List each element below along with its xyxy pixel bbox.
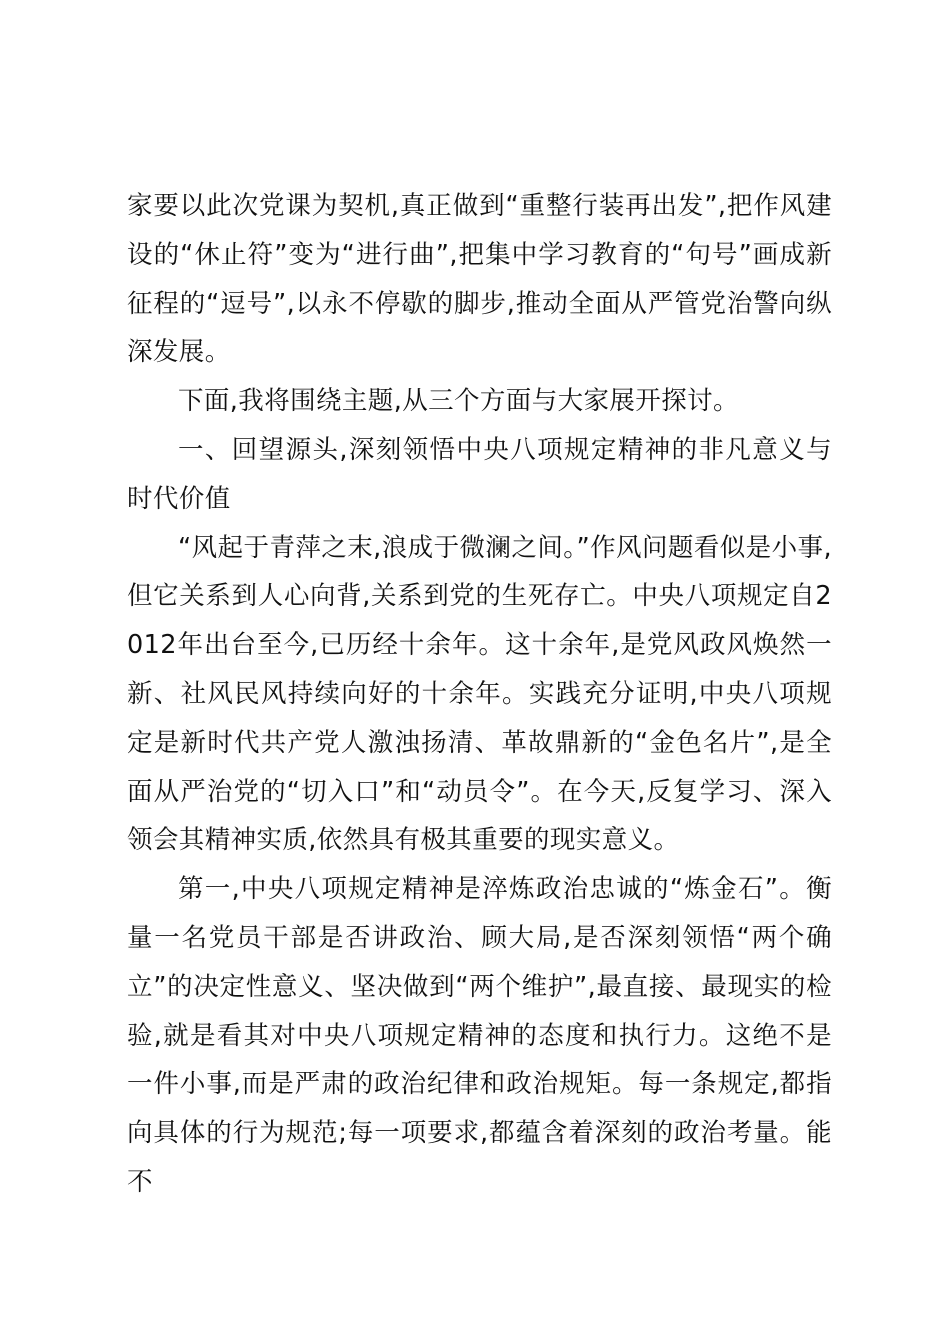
document-body bbox=[127, 182, 832, 1207]
paragraph-intro: 下面,我将围绕主题,从三个方面与大家展开探讨。 bbox=[178, 386, 739, 417]
section-heading-1: 一、回望源头,深刻领悟中央八项规定精神的非凡意义与时代价值 bbox=[127, 434, 832, 514]
paragraph-continuation: 家要以此次党课为契机,真正做到“重整行装再出发”,把作风建设的“休止符”变为“进行曲”,把集中学习教育的“句号”画成新征程的“逗号”,以永不停歇的脚步,推动全面从严管党治警向纵深发展。 bbox=[127, 191, 832, 368]
paragraph-body: “风起于青萍之末,浪成于微澜之间。”作风问题看似是小事,但它关系到人心向背,关系到党的生死存亡。中央八项规定自2012年出台至今,已历经十余年。这十余年,是党风政风焕然一新、社风民风持续向好的十余年。实践充分证明,中央八项规定是新时代共产党人激浊扬清、革故鼎新的“金色名片”,是全面从严治党的“切入口”和“动员令”。在今天,反复学习、深入领会其精神实质,依然具有极其重要的现实意义。 bbox=[127, 532, 832, 856]
paragraph-point-1: 第一,中央八项规定精神是淬炼政治忠诚的“炼金石”。衡量一名党员干部是否讲政治、顾大局,是否深刻领悟“两个确立”的决定性意义、坚决做到“两个维护”,最直接、最现实的检验,就是看其对中央八项规定精神的态度和执行力。这绝不是一件小事,而是严肃的政治纪律和政治规矩。每一条规定,都指向具体的行为规范;每一项要求,都蕴含着深刻的政治考量。能不 bbox=[127, 874, 832, 1197]
